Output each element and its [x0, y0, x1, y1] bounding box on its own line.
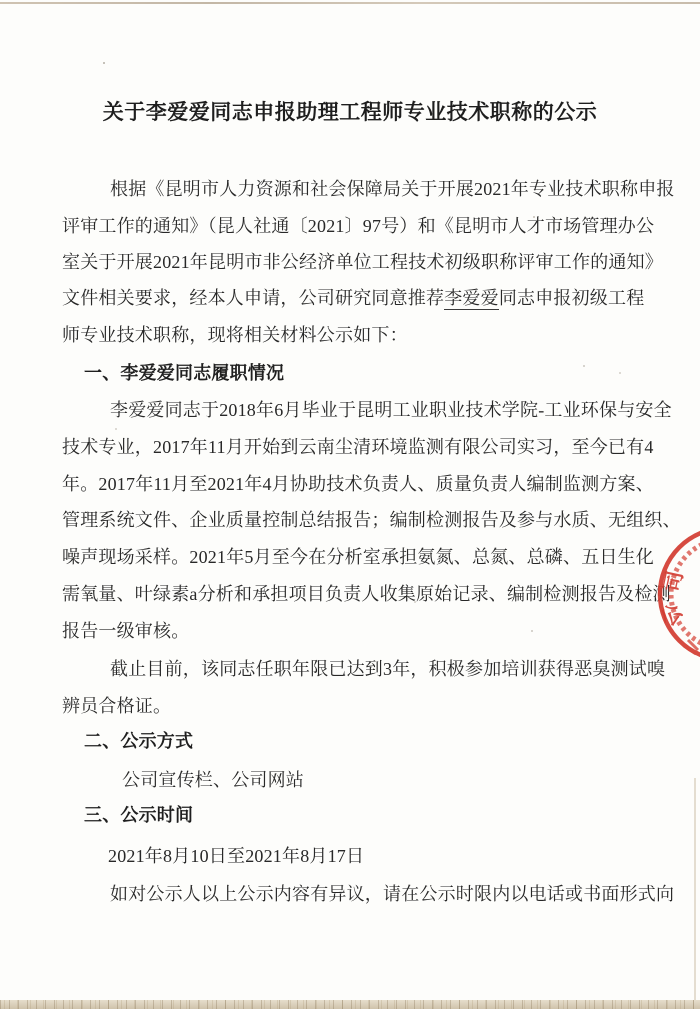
seal-character-2: 公 — [655, 599, 688, 631]
scan-speck — [619, 372, 621, 374]
seal-character-1: 司 — [659, 568, 688, 595]
applicant-name-underlined: 李爱爱 — [444, 288, 499, 308]
paragraph-1-line-5: 师专业技术职称，现将相关材料公示如下： — [62, 325, 408, 345]
paragraph-2-line-2: 技术专业，2017年11月开始到云南尘清环境监测有限公司实习，至今已有4 — [62, 437, 654, 457]
paragraph-1-line-3: 室关于开展2021年昆明市非公经济单位工程技术初级职称评审工作的通知》 — [62, 252, 663, 272]
paragraph-3-line-2: 辨员合格证。 — [62, 696, 172, 716]
paragraph-2-line-4: 管理系统文件、企业质量控制总结报告；编制检测报告及参与水质、无组织、 — [62, 510, 681, 530]
scan-speck — [531, 630, 533, 632]
scan-speck — [583, 365, 585, 367]
paragraph-1-line-4 — [62, 284, 644, 310]
objection-notice-line: 如对公示人以上公示内容有异议，请在公示时限内以电话或书面形式向 — [110, 884, 675, 904]
paragraph-3-line-1: 截止目前，该同志任职年限已达到3年，积极参加培训获得恶臭测试嗅 — [110, 659, 666, 679]
scan-speck — [115, 428, 117, 430]
scan-speck — [103, 62, 105, 64]
scan-top-edge — [0, 2, 700, 4]
paragraph-2-line-1: 李爱爱同志于2018年6月毕业于昆明工业职业技术学院-工业环保与安全 — [110, 400, 672, 420]
document-title: 关于李爱爱同志申报助理工程师专业技术职称的公示 — [102, 100, 598, 124]
scan-bottom-edge — [0, 1000, 700, 1009]
paragraph-2-line-5: 噪声现场采样。2021年5月至今在分析室承担氨氮、总氮、总磷、五日生化 — [62, 547, 654, 567]
scan-right-edge — [694, 778, 696, 1000]
section-3-heading: 三、公示时间 — [84, 805, 194, 825]
section-1-heading: 一、李爱爱同志履职情况 — [84, 363, 285, 383]
publicity-period-line: 2021年8月10日至2021年8月17日 — [108, 846, 365, 866]
publicity-method-line: 公司宣传栏、公司网站 — [122, 770, 304, 790]
section-2-heading: 二、公示方式 — [84, 731, 194, 751]
paragraph-2-line-6: 需氧量、叶绿素a分析和承担项目负责人收集原始记录、编制检测报告及检测 — [62, 584, 671, 604]
paragraph-2-line-3: 年。2017年11月至2021年4月协助技术负责人、质量负责人编制监测方案、 — [62, 474, 654, 494]
paragraph-1-line-1: 根据《昆明市人力资源和社会保障局关于开展2021年专业技术职称申报 — [110, 179, 675, 199]
paragraph-1-line-2: 评审工作的通知》（昆人社通〔2021〕97号）和《昆明市人才市场管理办公 — [62, 216, 655, 236]
paragraph-2-line-7: 报告一级审核。 — [62, 621, 190, 641]
paragraph-1-line-4-after: 同志申报初级工程 — [498, 288, 645, 308]
paragraph-1-line-4-before: 文件相关要求，经本人申请，公司研究同意推荐 — [62, 288, 445, 308]
